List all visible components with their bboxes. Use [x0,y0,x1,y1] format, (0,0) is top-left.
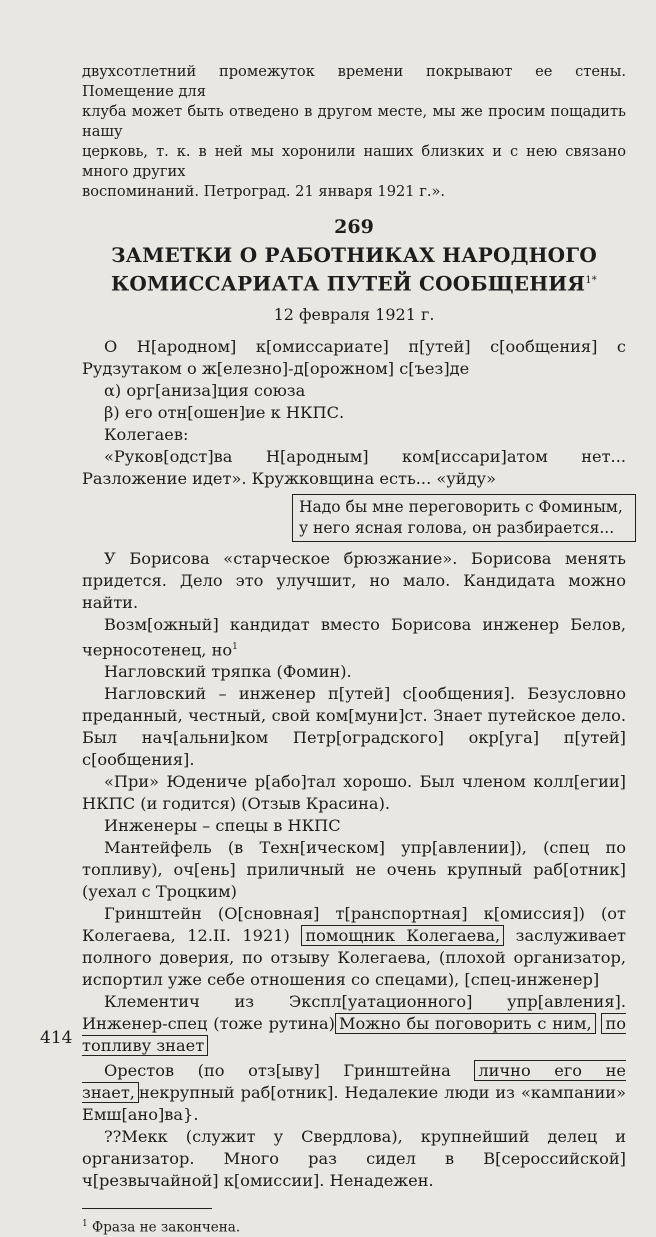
paragraph [82,614,626,661]
title-line-text: КОМИССАРИАТА ПУТЕЙ СООБЩЕНИЯ [111,271,586,296]
intro-line: церковь, т. к. в ней мы хоронили наших близких и с нею связано много других [82,143,626,180]
previous-document-ending [82,62,626,202]
paragraph: Инженеры – спецы в НКПС [104,816,341,836]
list-item: α) орг[аниза]ция союза [104,380,306,400]
list-item: β) его отн[ошен]ие к НКПС. [104,402,345,422]
boxed-note: Надо бы мне переговорить с Фоминым, у него ясная голова, он разбирается... [292,494,636,542]
quote: «Руков[одст]ва Н[ародным] ком[иссари]атом нет... Разложение идет». Кружковщина есть... «уйду» [82,446,626,488]
footnote-text: Фраза не закончена. [92,1219,241,1236]
paragraph: Мантейфель (в Техн[ическом] упр[авлении]), (спец по топливу), оч[ень] приличный не очень крупный раб[отник] (уехал с Троцким) [82,838,626,902]
paragraph [82,1060,626,1126]
footnote-divider [82,1208,212,1209]
title-footnote-mark: 1* [585,275,597,286]
paragraph: ??Мекк (служит у Свердлова), крупнейший делец и организатор. Много раз сидел в В[сероссийской] ч[резвычайной] к[омиссии]. Ненадежен. [82,1127,626,1191]
title-line [82,268,626,297]
document-number: 269 [334,216,374,238]
paragraph-text: Орестов (по отз[ыву] Гринштейна [104,1061,451,1081]
footnote-mark: 1 [82,1219,88,1230]
page-number: 414 [40,1028,73,1048]
paragraph [82,903,626,991]
boxed-phrase: помощник Колегаева, [301,925,504,946]
document-title [82,243,626,297]
boxed-phrase: Можно бы поговорить с ним, [335,1013,596,1034]
paragraph: Нагловский тряпка (Фомин). [104,662,352,682]
paragraph: О Н[ародном] к[омиссариате] п[утей] с[ообщения] с Рудзутаком о ж[елезно]-д[орожном] с[ъез]де [82,336,626,378]
paragraph-text: заслуживает полного доверия, по отзыву Колегаева, (плохой организатор, испортил уже себе отношения со спецами), [спец-инженер] [82,926,626,990]
paragraph: «При» Юдениче р[або]тал хорошо. Был членом колл[егии] НКПС (и годится) (Отзыв Красина). [82,772,626,814]
paragraph: Колегаев: [104,424,189,444]
document-date: 12 февраля 1921 г. [273,304,435,324]
paragraph: У Борисова «старческое брюзжание». Борисова менять придется. Дело это улучшит, но мало. Кандидата можно найти. [82,548,626,612]
title-line: ЗАМЕТКИ О РАБОТНИКАХ НАРОДНОГО [111,243,597,267]
paragraph-text: Возм[ожный] кандидат вместо Борисова инженер Белов, черносотенец, но [82,614,626,660]
paragraph-text: Гринштейн (О[сновная] т[ранспортная] к[омиссия]) (от Колегаева, 12.II. 1921) [82,904,626,946]
paragraph: Нагловский – инженер п[утей] с[ообщения]. Безусловно преданный, честный, свой ком[муни]ст. Знает путейское дело. Был нач[альни]ком Петр[оградского] окр[уга] п[утей] с[ообщения]. [82,684,626,770]
paragraph-text: Клементич из Экспл[уатационного] упр[авления]. Инженер-спец (тоже рутина) [82,992,626,1034]
intro-line: воспоминаний. Петроград. 21 января 1921 г.». [82,183,446,200]
footnote-ref: 1 [232,641,238,652]
document-body [82,336,626,1192]
boxed-phrase: лично его не знает, [82,1061,626,1103]
paragraph [82,991,626,1057]
paragraph-text: некрупный раб[отник]. Недалекие люди из «кампании» Емш[ано]ва}. [82,1083,626,1125]
boxed-phrase: по топливу знает [82,1014,626,1056]
footnote [82,1215,626,1237]
intro-line: двухсотлетний промежуток времени покрывают ее стены. Помещение для [82,63,626,100]
intro-line: клуба может быть отведено в другом месте, мы же просим пощадить нашу [82,103,626,140]
